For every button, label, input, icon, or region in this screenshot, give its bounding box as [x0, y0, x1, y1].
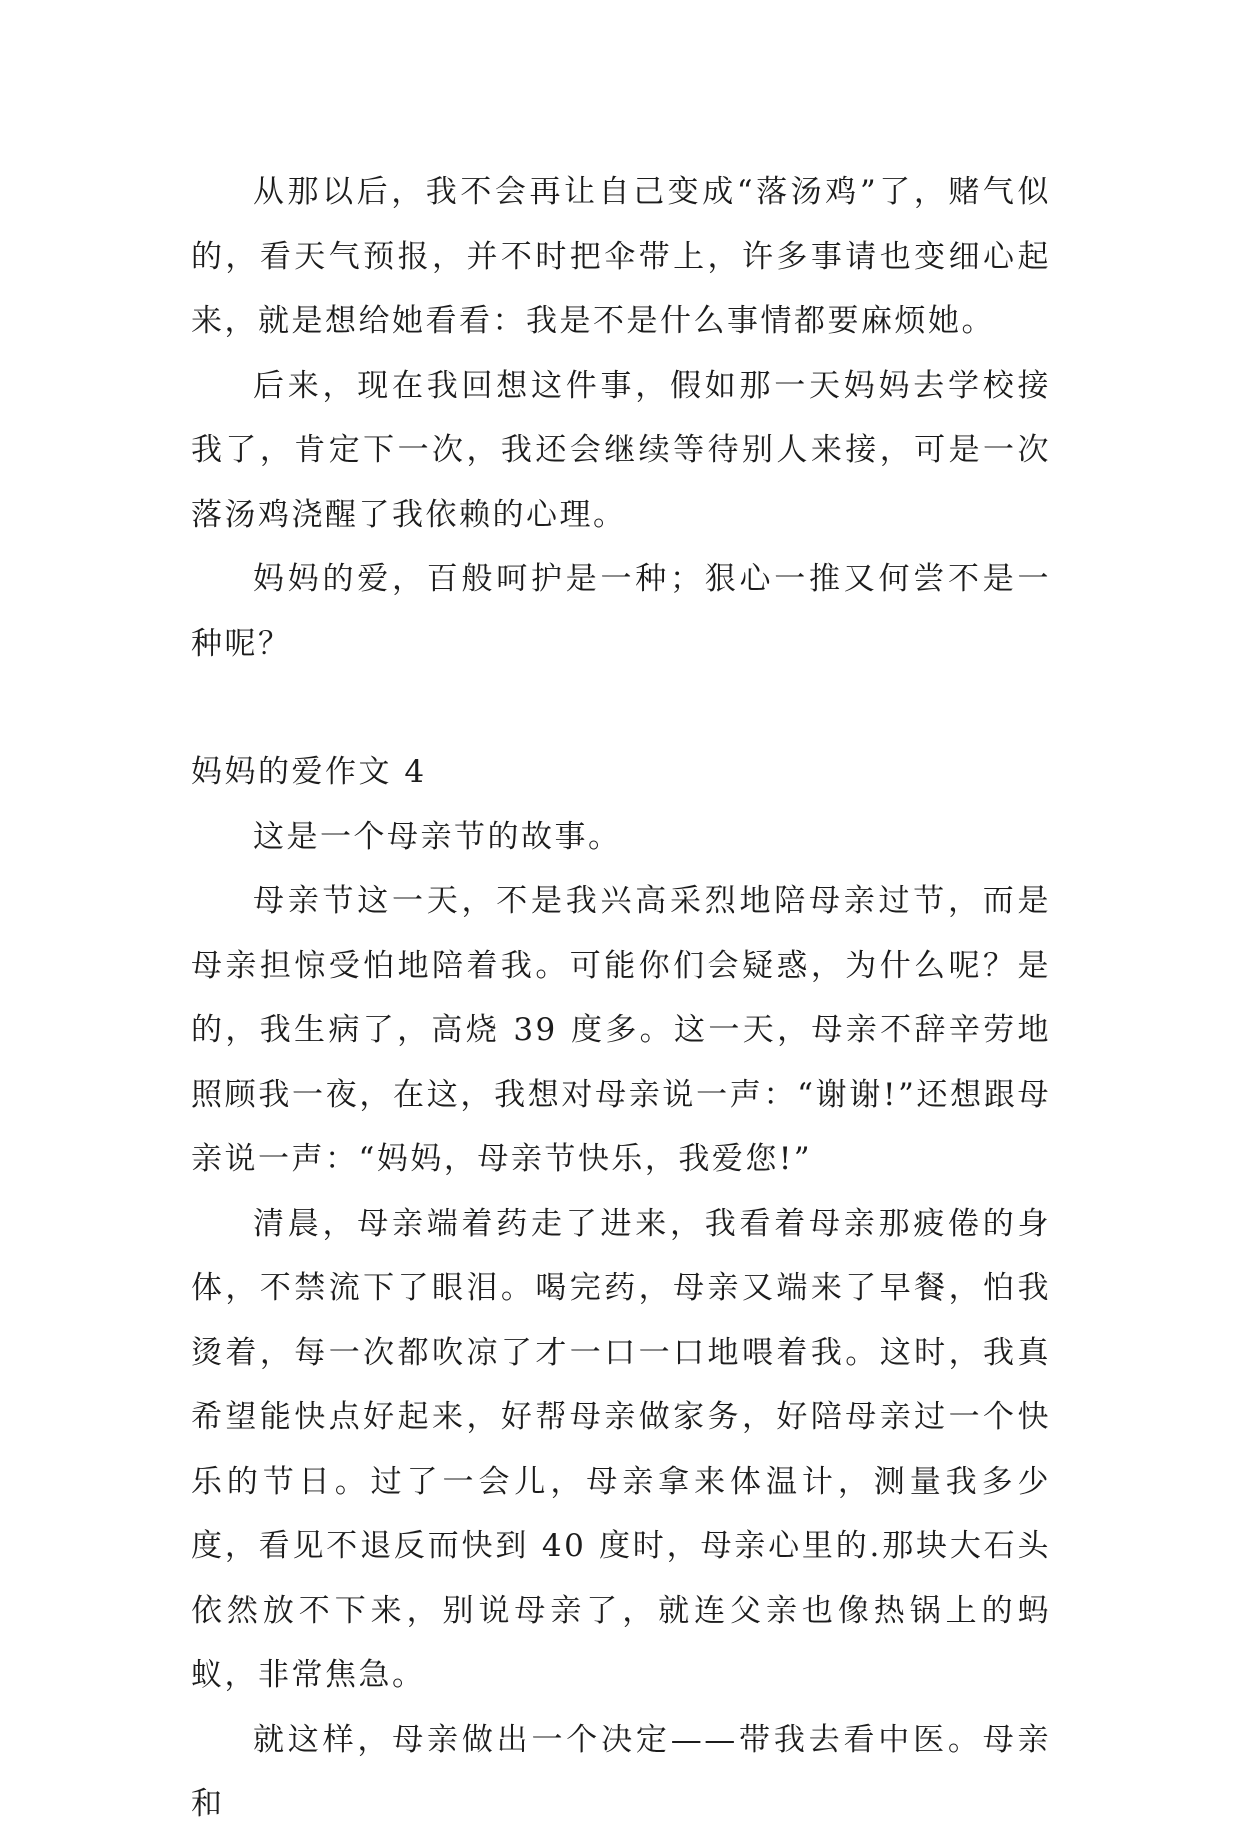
- paragraph: 从那以后，我不会再让自己变成“落汤鸡”了，赌气似的，看天气预报，并不时把伞带上，许多事请也变细心起来，就是想给她看看：我是不是什么事情都要麻烦她。: [191, 174, 1051, 339]
- paragraph: 清晨，母亲端着药走了进来，我看着母亲那疲倦的身体，不禁流下了眼泪。喝完药，母亲又端来了早餐，怕我烫着，每一次都吹凉了才一口一口地喂着我。这时，我真希望能快点好起来，好帮母亲做家务，好陪母亲过一个快乐的节日。过了一会儿，母亲拿来体温计，测量我多少度，看见不退反而快到 40 度时，母亲心里的.那块大石头依然放不下来，别说母亲了，就连父亲也像热锅上的蚂蚁，非常焦急。: [191, 1205, 1051, 1693]
- paragraph: 这是一个母亲节的故事。: [253, 818, 622, 855]
- paragraph: 妈妈的爱，百般呵护是一种；狠心一推又何尝不是一种呢？: [191, 561, 1051, 662]
- paragraph: 后来，现在我回想这件事，假如那一天妈妈去学校接我了，肯定下一次，我还会继续等待别人来接，可是一次落汤鸡浇醒了我依赖的心理。: [191, 367, 1051, 533]
- paragraph: 母亲节这一天，不是我兴高采烈地陪母亲过节，而是母亲担惊受怕地陪着我。可能你们会疑惑，为什么呢？是的，我生病了，高烧 39 度多。这一天，母亲不辞辛劳地照顾我一夜，在这，我想对母亲说一声：“谢谢!”还想跟母亲说一声：“妈妈，母亲节快乐，我爱您!”: [191, 883, 1051, 1177]
- paragraph: 就这样，母亲做出一个决定——带我去看中医。母亲和: [191, 1721, 1051, 1822]
- document-body: [191, 160, 1051, 1837]
- section-heading: 妈妈的爱作文 4: [191, 754, 427, 790]
